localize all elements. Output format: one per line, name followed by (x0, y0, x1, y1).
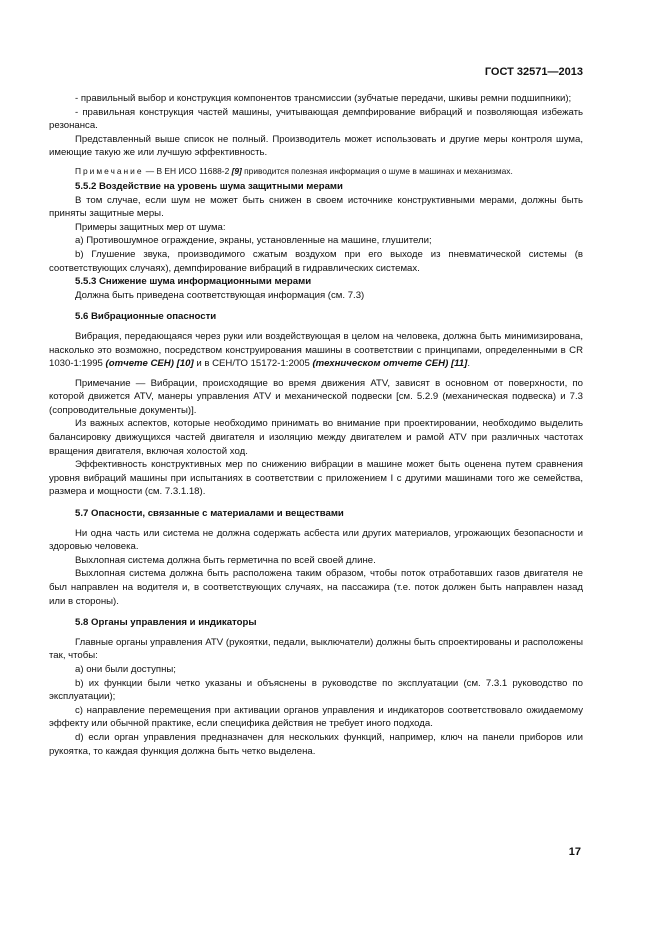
paragraph: Главные органы управления ATV (рукоятки, педали, выключатели) должны быть спроектированы и расположены так, чтобы: (49, 636, 583, 662)
document-header-standard: ГОСТ 32571—2013 (484, 66, 583, 78)
section-heading: 5.6 Вибрационные опасности (75, 311, 217, 323)
paragraph: Выхлопная система должна быть герметична по всей своей длине. (75, 554, 376, 566)
section-heading: 5.5.2 Воздействие на уровень шума защитными мерами (75, 180, 343, 192)
paragraph: Должна быть приведена соответствующая информация (см. 7.3) (75, 289, 365, 301)
paragraph: Выхлопная система должна быть расположена таким образом, чтобы поток отработавших газов двигателя не был направлен на водителя и, в соответствующих случаях, на пассажира (т.е. поток должен быть направлен назад или в стороны). (49, 568, 583, 607)
paragraph: В том случае, если шум не может быть снижен в своем источнике конструктивными мерами, должны быть приняты защитные меры. (49, 194, 583, 220)
page-content (49, 92, 583, 758)
paragraph: Ни одна часть или система не должна содержать асбеста или других материалов, угрожающих безопасности и здоровью человека. (49, 527, 583, 553)
list-item: b) их функции были четко указаны и объяснены в руководстве по эксплуатации (см. 7.3.1 руководство по эксплуатации); (49, 677, 583, 703)
reference: (техническом отчете СЕН) [11] (312, 358, 468, 370)
list-item: c) направление перемещения при активации органов управления и индикаторов соответствовало ожидаемому эффекту или обычной практике, если специфика действия не требует иного подхода. (49, 704, 583, 730)
note-label: Примечание (75, 165, 144, 176)
paragraph: - правильный выбор и конструкция компонентов трансмиссии (зубчатые передачи, шкивы ремни подшипники); (75, 93, 572, 104)
note-reference: [9] (231, 165, 242, 176)
list-item: a) Противошумное ограждение, экраны, установленные на машине, глушители; (75, 235, 432, 247)
section-heading: 5.5.3 Снижение шума информационными мерами (75, 276, 312, 288)
note-text: приводится полезная информация о шуме в машинах и механизмах. (241, 165, 513, 176)
section-heading: 5.8 Органы управления и индикаторы (75, 617, 257, 629)
paragraph: - правильная конструкция частей машины, учитывающая демпфирование вибраций и позволяющая избежать резонанса. (49, 106, 583, 132)
note-text: — В ЕН ИСО 11688-2 (143, 165, 232, 176)
note (49, 165, 583, 177)
list-item: b) Глушение звука, производимого сжатым воздухом при его выходе из пневматической системы (в соответствующих случаях), демпфирование вибраций в гидравлических системах. (49, 248, 583, 274)
paragraph: Из важных аспектов, которые необходимо принимать во внимание при проектировании, необходимо выделить балансировку движущихся частей двигателя и изоляцию между двигателем и рамой ATV при различных частотах вращения двигателя, включая холостой ход. (49, 418, 583, 457)
paragraph: Примечание — Вибрации, происходящие во время движения ATV, зависят в основном от поверхности, по которой движется ATV, манеры управления ATV и механической подвески [см. 5.2.9 (механическая подвеска) и 7.3 (сопроводительные документы)]. (49, 377, 583, 416)
paragraph: Вибрация, передающаяся через руки или воздействующая в целом на человека, должна быть минимизирована, насколько это возможно, посредством конструирования машины в соответствии с принципами, определенными в CR 1030-1:1995 (отчете СЕН) [10] и в СЕН/ТО 15172-1:2005 (техническом отчете СЕН) [11]. (49, 330, 583, 370)
page-number: 17 (568, 846, 581, 858)
list-item: d) если орган управления предназначен для нескольких функций, например, ключ на панели приборов или рукоятка, то каждая функция должна быть четко выделена. (49, 731, 583, 757)
section-heading: 5.7 Опасности, связанные с материалами и веществами (75, 508, 344, 520)
paragraph: Примеры защитных мер от шума: (75, 221, 226, 233)
reference: (отчете СЕН) [10] (105, 358, 194, 370)
list-item: a) они были доступны; (75, 663, 176, 675)
paragraph: Представленный выше список не полный. Производитель может использовать и другие меры контроля шума, имеющие такую же или лучшую эффективность. (49, 133, 583, 159)
paragraph: Эффективность конструктивных мер по снижению вибрации в машине может быть оценена путем сравнения уровня вибраций машины при испытаниях в соответствии с приложением I с другими машинами того же семейства, размера и мощности (см. 7.3.1.18). (49, 459, 583, 498)
